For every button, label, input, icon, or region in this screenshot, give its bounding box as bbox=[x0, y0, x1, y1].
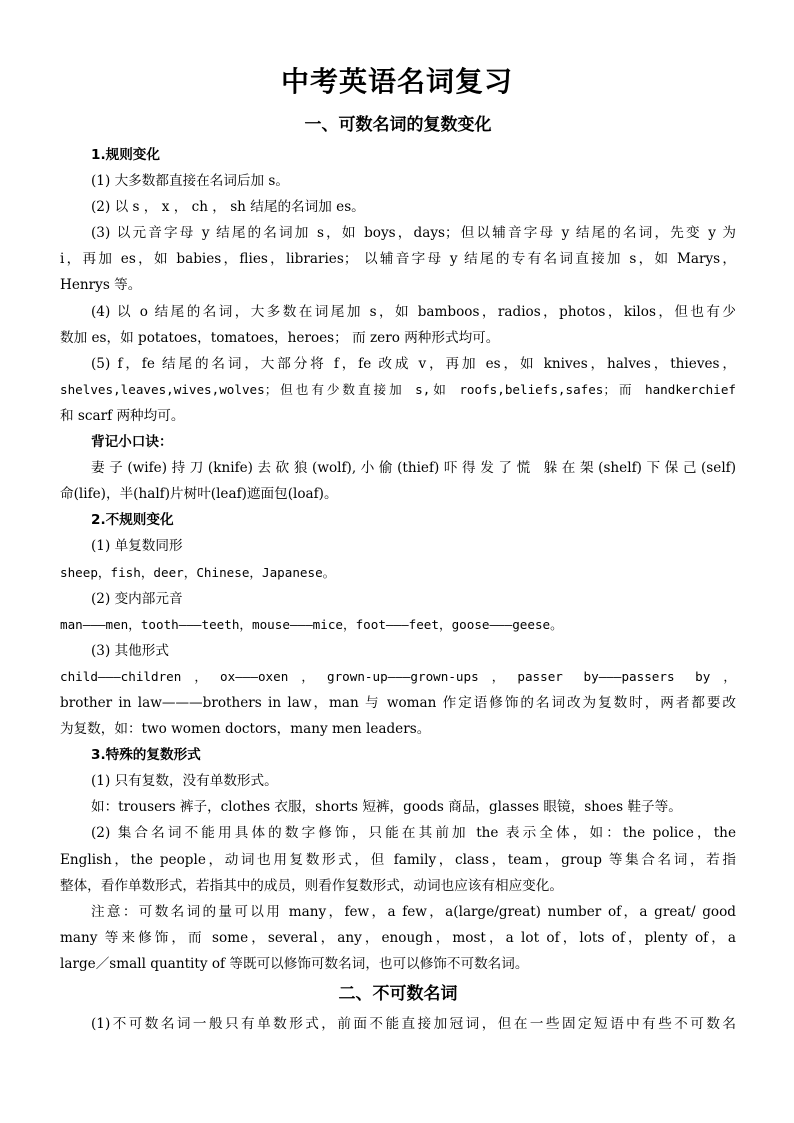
text-line: brother in law———brothers in law，man 与 woman 作定语修饰的名词改为复数时，两者都要改 bbox=[60, 694, 736, 711]
text-line: (2) 变内部元音 bbox=[91, 590, 183, 607]
text-line: (3) 其他形式 bbox=[91, 642, 169, 659]
text-line: (3) 以元音字母 y 结尾的名词加 s，如 boys，days；但以辅音字母 y 结尾的名词，先变 y 为 bbox=[91, 225, 736, 242]
text-line: shelves,leaves,wives,wolves；但也有少数直接加 s,如 roofs,beliefs,safes；而 handkerchief bbox=[60, 381, 736, 397]
text-line: 整体，看作单数形式，若指其中的成员，则看作复数形式，动词也应该有相应变化。 bbox=[60, 877, 563, 894]
text-line: 和 scarf 两种均可。 bbox=[60, 407, 185, 424]
text-line: (5) f，fe 结尾的名词，大部分将 f，fe 改成 v，再加 es，如 knives，halves，thieves， bbox=[91, 355, 736, 372]
text-line: (4) 以 o 结尾的名词，大多数在词尾加 s，如 bamboos，radios，photos，kilos，但也有少 bbox=[91, 303, 736, 320]
text-line: (1) 大多数都直接在名词后加 s。 bbox=[91, 173, 289, 190]
text-line: 命(life)，半(half)片树叶(leaf)遮面包(loaf)。 bbox=[60, 486, 338, 503]
subheading-mnemonic: 背记小口诀： bbox=[91, 434, 173, 451]
text-line: 妻子(wife)持刀(knife)去砍狼(wolf),小偷(thief)吓得发了慌 躲在架(shelf)下保己(self) bbox=[91, 460, 736, 477]
section-heading-uncountable: 二、不可数名词 bbox=[338, 984, 458, 1004]
text-line: child———children，ox———oxen，grown-up———grown-ups，passer by———passers by， bbox=[60, 668, 736, 684]
text-line: (1) 只有复数，没有单数形式。 bbox=[91, 773, 278, 790]
text-line: 为复数，如：two women doctors，many men leaders。 bbox=[60, 721, 431, 738]
text-line: man———men，tooth———teeth，mouse———mice，foot———feet，goose———geese。 bbox=[60, 616, 563, 632]
text-line: English，the people，动词也用复数形式，但 family，class，team，group 等集合名词，若指 bbox=[60, 851, 736, 868]
text-line: large／small quantity of 等既可以修饰可数名词，也可以修饰不可数名词。 bbox=[60, 955, 529, 972]
page-title: 中考英语名词复习 bbox=[280, 65, 513, 98]
text-line: (2) 集合名词不能用具体的数字修饰，只能在其前加 the 表示全体，如：the police，the bbox=[91, 825, 736, 842]
text-line: Henrys 等。 bbox=[60, 277, 142, 294]
text-line: 如：trousers 裤子，clothes 衣服，shorts 短裤，goods 商品，glasses 眼镜，shoes 鞋子等。 bbox=[91, 799, 682, 816]
subheading-regular: 1.规则变化 bbox=[91, 147, 160, 163]
text-line: sheep，fish，deer，Chinese，Japanese。 bbox=[60, 564, 336, 580]
section-heading-countable: 一、可数名词的复数变化 bbox=[304, 115, 492, 135]
text-line: many 等来修饰，而 some，several，any，enough，most，a lot of，lots of，plenty of，a bbox=[60, 929, 736, 946]
text-line: 数加 es，如 potatoes，tomatoes，heroes； 而 zero 两种形式均可。 bbox=[60, 329, 500, 346]
subheading-irregular: 2.不规则变化 bbox=[91, 512, 174, 529]
text-line: 注意：可数名词的量可以用 many，few，a few，a(large/great) number of，a great/ good bbox=[91, 903, 736, 920]
text-line: (1) 单复数同形 bbox=[91, 538, 183, 555]
subheading-special-plural: 3.特殊的复数形式 bbox=[91, 747, 201, 764]
text-line: (1)不可数名词一般只有单数形式，前面不能直接加冠词，但在一些固定短语中有些不可数名 bbox=[91, 1016, 736, 1032]
document-body bbox=[60, 112, 736, 1037]
text-line: (2) 以 s ， x ， ch ， sh 结尾的名词加 es。 bbox=[91, 199, 365, 216]
text-line: i，再加 es，如 babies，flies，libraries； 以辅音字母 y 结尾的专有名词直接加 s，如 Marys， bbox=[60, 251, 736, 268]
